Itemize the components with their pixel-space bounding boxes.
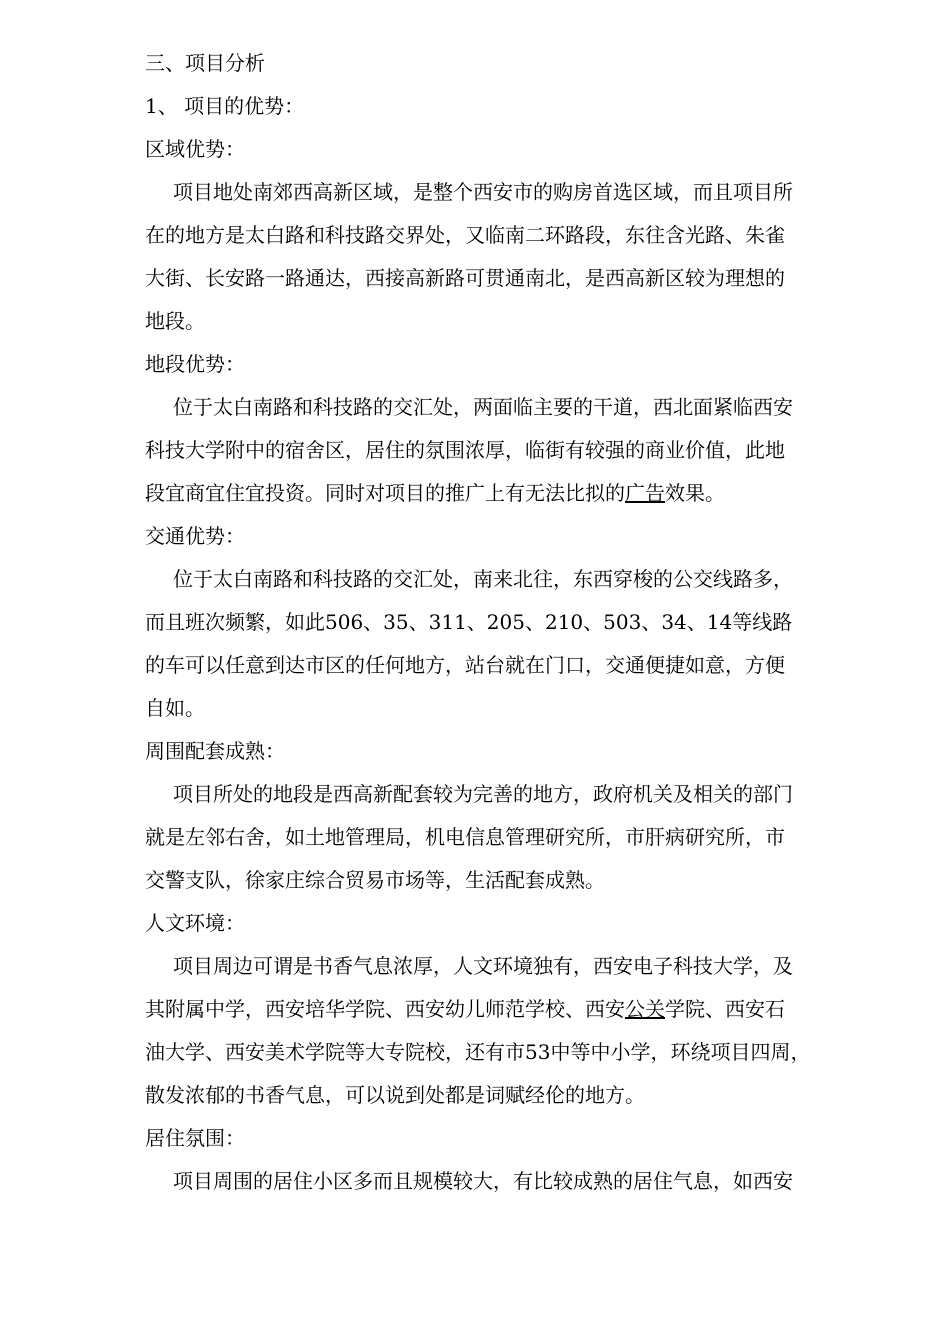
section-heading: 区域优势：: [145, 137, 245, 161]
text-run: 学院、西安石: [665, 997, 785, 1021]
paragraph-line: [145, 472, 890, 515]
paragraph-line: 而且班次频繁，如此506、35、311、205、210、503、34、14等线路: [145, 610, 793, 634]
paragraph-line: 位于太白南路和科技路的交汇处，两面临主要的干道，西北面紧临西安: [173, 395, 793, 419]
paragraph-line: 大街、长安路一路通达，西接高新路可贯通南北，是西高新区较为理想的: [145, 266, 785, 290]
paragraph-line: 位于太白南路和科技路的交汇处，南来北往，东西穿梭的公交线路多，: [173, 567, 793, 591]
section-heading: 地段优势：: [145, 352, 245, 376]
paragraph-line: 散发浓郁的书香气息，可以说到处都是词赋经伦的地方。: [145, 1083, 645, 1107]
section-heading: 居住氛围：: [145, 1126, 245, 1150]
section-heading: 周围配套成熟：: [145, 739, 285, 763]
hyperlink-gongguan[interactable]: 公关: [625, 997, 665, 1021]
section-heading: 人文环境：: [145, 911, 245, 935]
paragraph-line: 的车可以任意到达市区的任何地方，站台就在门口，交通便捷如意，方便: [145, 653, 785, 677]
section-title: 三、项目分析: [145, 51, 265, 75]
paragraph-line: 油大学、西安美术学院等大专院校，还有市53中等中小学，环绕项目四周，: [145, 1040, 811, 1064]
paragraph-line: 在的地方是太白路和科技路交界处，又临南二环路段，东往含光路、朱雀: [145, 223, 785, 247]
text-run: 段宜商宜住宜投资。同时对项目的推广上有无法比拟的: [145, 481, 625, 505]
paragraph-line: 项目周围的居住小区多而且规模较大，有比较成熟的居住气息，如西安: [173, 1169, 793, 1193]
paragraph-line: 科技大学附中的宿舍区，居住的氛围浓厚，临街有较强的商业价值，此地: [145, 438, 785, 462]
paragraph-line: 项目地处南郊西高新区域，是整个西安市的购房首选区域，而且项目所: [173, 180, 793, 204]
text-run: 其附属中学，西安培华学院、西安幼儿师范学校、西安: [145, 997, 625, 1021]
document-page: [145, 42, 890, 1203]
subsection-title: 1、 项目的优势：: [145, 94, 305, 118]
section-heading: 交通优势：: [145, 524, 245, 548]
paragraph-line: 地段。: [145, 309, 205, 333]
paragraph-line: 交警支队，徐家庄综合贸易市场等，生活配套成熟。: [145, 868, 605, 892]
hyperlink-guanggao[interactable]: 广告: [625, 481, 665, 505]
paragraph-line: 项目周边可谓是书香气息浓厚，人文环境独有，西安电子科技大学，及: [173, 954, 793, 978]
paragraph-line: 自如。: [145, 696, 205, 720]
paragraph-line: 项目所处的地段是西高新配套较为完善的地方，政府机关及相关的部门: [173, 782, 793, 806]
paragraph-line: [145, 988, 890, 1031]
text-run: 效果。: [665, 481, 725, 505]
paragraph-line: 就是左邻右舍，如土地管理局，机电信息管理研究所，市肝病研究所，市: [145, 825, 785, 849]
